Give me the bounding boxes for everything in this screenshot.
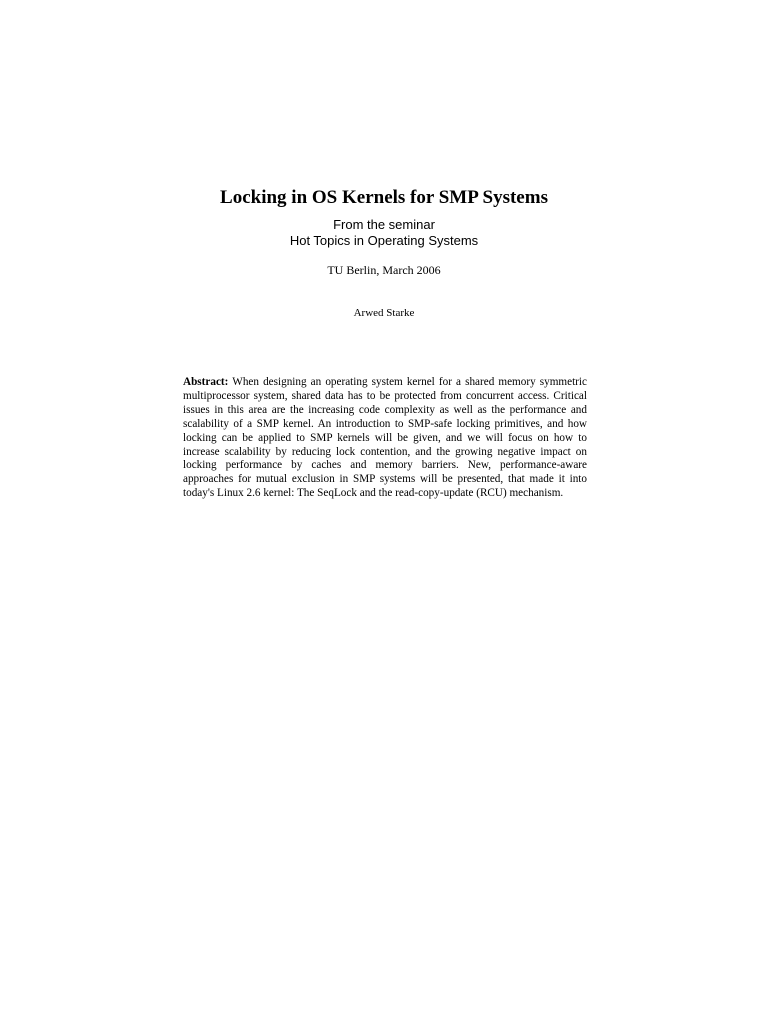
author-name: Arwed Starke xyxy=(353,307,415,319)
abstract-label: Abstract: xyxy=(183,376,229,388)
seminar-line-2: Hot Topics in Operating Systems xyxy=(289,233,479,248)
paper-title: Locking in OS Kernels for SMP Systems xyxy=(220,187,548,208)
abstract-paragraph xyxy=(183,376,587,501)
venue-date: TU Berlin, March 2006 xyxy=(327,263,441,277)
seminar-info xyxy=(0,217,768,249)
seminar-line-1: From the seminar xyxy=(333,217,435,232)
abstract-text: When designing an operating system kernel for a shared memory symmetric multiprocessor system, shared data has to be protected from concurrent access. Critical issues in this area are the increasing code complexity as well as the performance and scalability of a SMP kernel. An introduction to SMP-safe locking primitives, and how locking can be applied to SMP kernels will be given, and we will focus on how to increase scalability by reducing lock contention, and the growing negative impact on locking performance by caches and memory barriers. New, performance-aware approaches for mutual exclusion in SMP systems will be presented, that made it into today's Linux 2.6 kernel: The SeqLock and the read-copy-update (RCU) mechanism. xyxy=(183,376,587,500)
